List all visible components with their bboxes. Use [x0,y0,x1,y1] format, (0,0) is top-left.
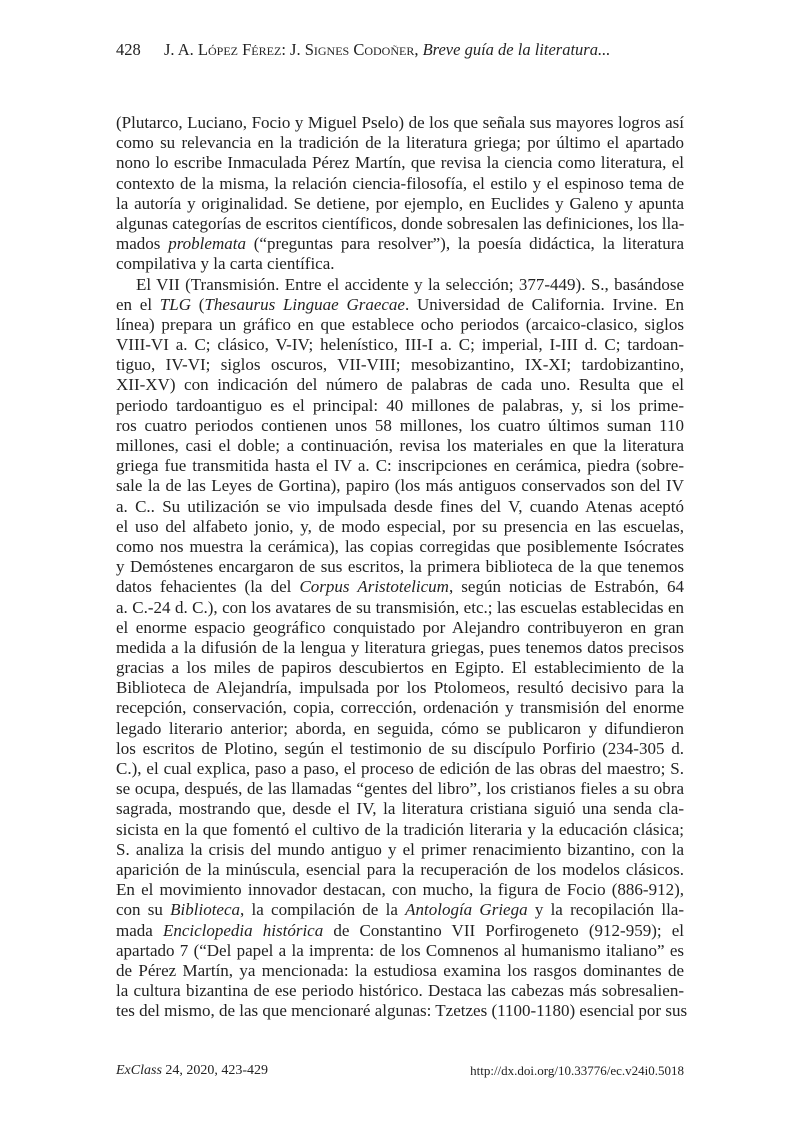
text-line [116,557,684,577]
text-line [116,638,684,658]
footer-journal: ExClass [116,1063,162,1078]
text-segment: El VII (Transmisión. Entre el accidente y la selección; 377-449). S., basándose [136,274,684,294]
text-line [116,537,684,557]
text-line [116,375,684,395]
text-line [116,254,684,274]
text-line [116,779,684,799]
text-line [116,820,684,840]
text-line [116,355,684,375]
text-segment: , según noticias de Estrabón, 64 [448,577,684,597]
text-segment: a. C.-24 d. C.), con los avatares de su transmisión, etc.; las escuelas establecidas en [116,597,684,617]
text-segment: nono lo escribe Inmaculada Pérez Martín, que revisa la ciencia como literatura, el [116,153,684,173]
text-segment: (“preguntas para resolver”), la poesía didáctica, la literatura [245,234,684,254]
text-segment: tes del mismo, de las que mencionaré algunas: Tzetzes (1100-1180) esencial por sus [116,1001,688,1021]
text-segment: legado literario anterior; aborda, en seguida, cómo se publicaron y difundieron [116,718,684,738]
text-line [116,113,684,133]
text-segment: sale la de las Leyes de Gortina), papiro (los más antiguos conservados son del IV [116,476,684,496]
text-segment: y la recopilación lla- [527,900,685,920]
text-line [116,799,684,819]
footer-volume-pages: 24, 2020, 423-429 [161,1063,269,1078]
text-segment: con su [116,900,171,920]
header-title: Breve guía de la literatura... [422,40,611,59]
italic-text: Enciclopedia histórica [162,920,324,940]
footer-doi-link[interactable]: http://dx.doi.org/10.33776/ec.v24i0.5018 [470,1063,684,1078]
text-line [116,315,684,335]
text-line [116,133,684,153]
italic-text: Thesaurus Linguae Graecae [204,294,405,314]
text-segment: griega fue transmitida hasta el IV a. C: inscripciones en cerámica, piedra (sobre- [116,456,684,476]
italic-text: Biblioteca [170,900,241,920]
text-segment: ( [190,294,205,314]
text-segment: periodo tardoantiguo es el principal: 40 millones de palabras, y, si los prime- [116,395,684,415]
text-segment: la autoría y originalidad. Se detiene, por ejemplo, en Euclides y Galeno y apunta [116,193,684,213]
text-segment: el enorme espacio geográfico conquistado por Alejandro contribuyeron en gran [116,617,684,637]
italic-text: Antología Griega [405,900,528,920]
text-segment: línea) prepara un gráfico en que establece ocho periodos (arcaico-clasico, siglos [116,314,684,334]
text-line [116,214,684,234]
text-segment: . Universidad de California. Irvine. En [404,294,684,314]
text-segment: en el [116,294,160,314]
text-line [116,900,684,920]
text-segment: el uso del alfabeto jonio, y, de modo especial, por su presencia en las escuelas, [116,516,684,536]
text-segment: la cultura bizantina de ese periodo histórico. Destaca las cabezas más sobresalien- [116,981,684,1001]
text-line [116,759,684,779]
text-line [116,577,684,597]
text-segment: ros cuatro periodos contienen unos 58 millones, los cuatro últimos suman 110 [116,415,684,435]
text-segment: como nos muestra la cerámica), las copias corregidas que posiblemente Isócrates [116,536,684,556]
text-line [116,234,684,254]
text-segment: aparición de la minúscula, esencial para la recuperación de los modelos clásicos. [116,859,684,879]
text-line [116,678,684,698]
running-header [116,40,610,60]
text-segment: contexto de la misma, la relación ciencia-filosofía, el estilo y el espinoso tema de [116,173,684,193]
text-line [116,921,684,941]
body-text [116,113,688,1021]
header-author-2: J. Signes Codoñer [290,40,415,59]
text-line [116,416,684,436]
text-segment: gracias a los miles de papiros descubiertos en Egipto. El establecimiento de la [116,658,684,678]
text-line [116,517,684,537]
text-segment: como su relevancia en la tradición de la literatura griega; por último el apartado [116,133,684,153]
text-line [116,275,684,295]
text-line [116,941,684,961]
text-segment: Biblioteca de Alejandría, impulsada por los Ptolomeos, resultó decisivo para la [116,678,684,698]
text-segment: sagrada, mostrando que, desde el IV, la literatura cristiana siguió una senda cla- [116,799,684,819]
text-segment: VIII-VI a. C; clásico, V-IV; helenístico, III-I a. C; imperial, I-III d. C; tardoan- [116,335,684,355]
text-segment: (Plutarco, Luciano, Focio y Miguel Pselo) de los que señala sus mayores logros así [116,113,684,132]
text-segment: los escritos de Plotino, según el testimonio de su discípulo Porfirio (234-305 d. [116,738,684,758]
text-line [116,719,684,739]
text-segment: y Demóstenes encargaron de sus escritos, la primera biblioteca de la que tenemos [116,557,684,577]
text-line [116,174,684,194]
text-line [116,497,684,517]
italic-text: TLG [159,294,191,314]
text-line [116,1001,688,1021]
text-segment: medida a la difusión de la lengua y literatura griegas, pues tenemos datos precisos [116,637,684,657]
text-segment: algunas categorías de escritos científicos, donde sobresalen las definiciones, los lla- [116,213,685,233]
text-line [116,981,684,1001]
text-line [116,194,684,214]
text-segment: mada [116,920,163,940]
text-line [116,436,684,456]
text-segment: apartado 7 (“Del papel a la imprenta: de los Comnenos al humanismo italiano” es [116,940,684,960]
text-line [116,335,684,355]
text-segment: C.), el cual explica, paso a paso, el proceso de edición de las obras del maestro; S. [116,759,684,778]
italic-text: problemata [168,234,246,254]
text-segment: a. C.. Su utilización se vio impulsada desde fines del V, cuando Atenas aceptó [116,496,684,516]
text-line [116,739,684,759]
text-segment: se ocupa, después, de las llamadas “gentes del libro”, los cristianos fieles a su obra [116,779,684,799]
text-segment: S. analiza la crisis del mundo antiguo y el primer renacimiento bizantino, con la [116,839,684,859]
text-line [116,476,684,496]
text-segment: recepción, conservación, copia, corrección, ordenación y transmisión del enorme [116,698,684,718]
text-line [116,880,684,900]
text-line [116,456,684,476]
text-segment: XII-XV) con indicación del número de palabras de cada uno. Resulta que el [116,375,684,395]
text-line [116,598,684,618]
text-line [116,396,684,416]
text-line [116,698,684,718]
text-segment: En el movimiento innovador destacan, con mucho, la figura de Focio (886-912), [116,880,684,900]
text-segment: millones, casi el doble; a continuación, revisa los materiales en que la literatura [116,436,684,455]
italic-text: Corpus Aristotelicum [299,577,449,597]
header-author-1: J. A. López Férez [164,40,282,59]
text-segment: datos fehacientes (la del [116,577,300,597]
text-line [116,658,684,678]
text-line [116,618,684,638]
text-line [116,295,684,315]
text-segment: compilativa y la carta científica. [116,254,335,274]
text-segment: tiguo, IV-VI; siglos oscuros, VII-VIII; mesobizantino, IX-XI; tardobizantino, [116,355,684,375]
footer-citation [116,1063,268,1079]
header-separator: : [281,40,291,59]
header-comma: , [414,40,423,59]
text-segment: sicista en la que fomentó el cultivo de la tradición literaria y la educación clásica; [116,819,684,839]
text-segment: mados [116,234,169,254]
text-line [116,860,684,880]
text-line [116,961,684,981]
text-segment: , la compilación de la [240,900,406,920]
text-segment: de Pérez Martín, ya mencionada: la estudiosa examina los rasgos dominantes de [116,960,684,980]
page-number: 428 [116,40,141,59]
text-line [116,840,684,860]
text-line [116,153,684,173]
text-segment: de Constantino VII Porfirogeneto (912-959); el [323,920,684,940]
